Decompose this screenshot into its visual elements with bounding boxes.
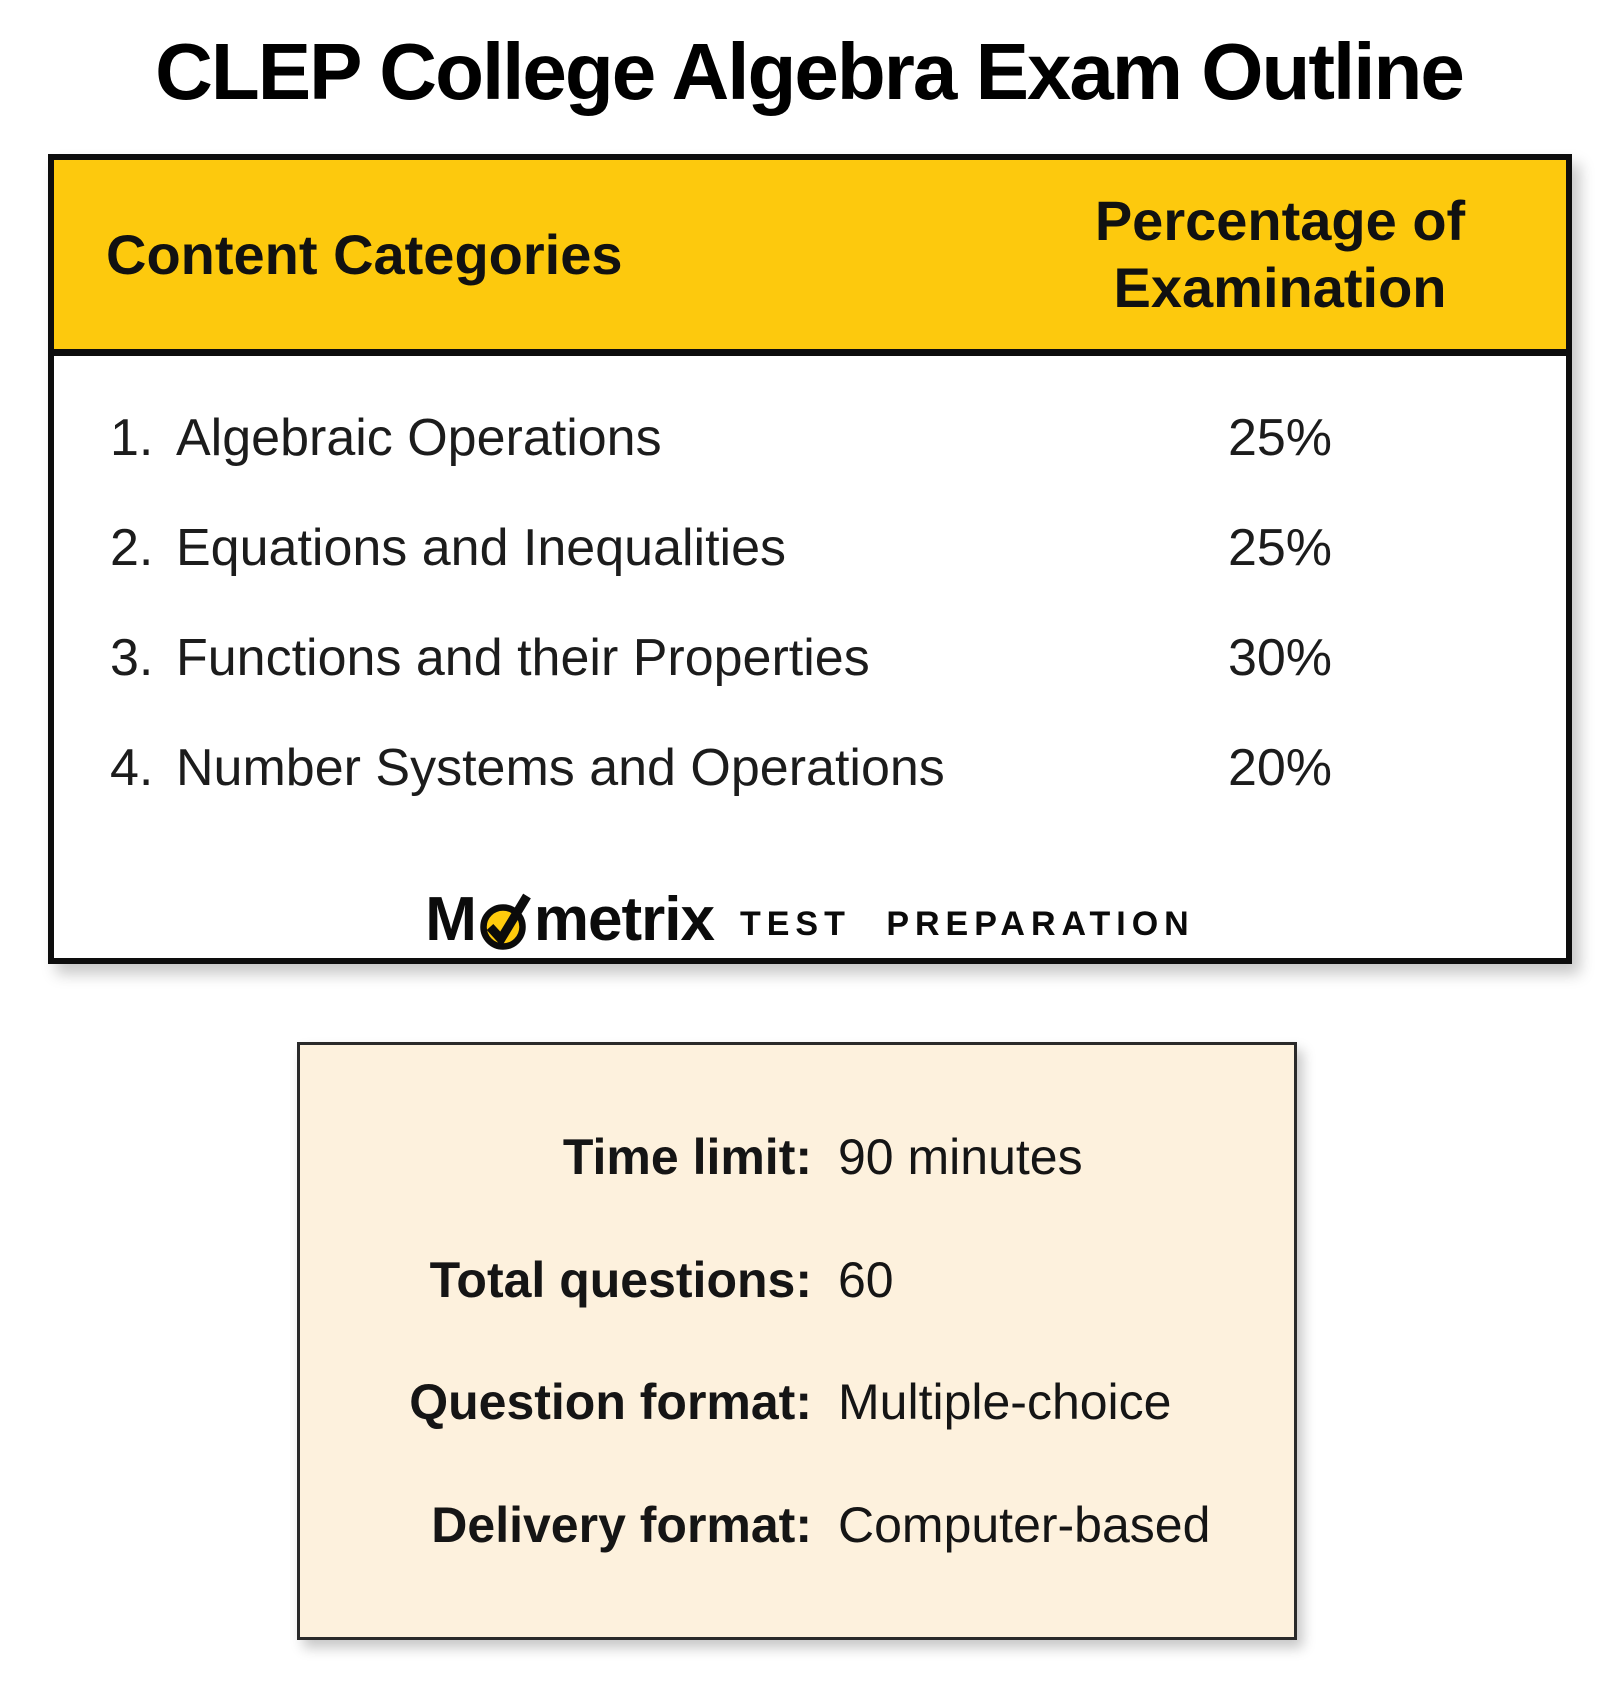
- category-cell: [54, 518, 994, 578]
- table-row: [54, 628, 1566, 688]
- category-cell: [54, 738, 994, 798]
- table-row: [54, 408, 1566, 468]
- table-header: [54, 160, 1566, 356]
- exam-info-box: [297, 1042, 1297, 1640]
- row-number: 4.: [110, 739, 154, 797]
- logo-letter-m: M: [425, 885, 476, 954]
- mometrix-check-icon: [477, 886, 533, 954]
- logo-text-metrix: metrix: [533, 885, 714, 954]
- category-cell: [54, 408, 994, 468]
- info-label: Time limit:: [562, 1128, 812, 1185]
- category-label: Algebraic Operations: [176, 409, 662, 467]
- percentage-cell: 25%: [1227, 409, 1333, 467]
- row-number: 1.: [110, 409, 154, 467]
- info-value: Computer-based: [838, 1497, 1211, 1554]
- table-body: [54, 356, 1566, 958]
- header-percentage-line2: Examination: [1113, 255, 1447, 319]
- info-value: Multiple-choice: [838, 1374, 1172, 1431]
- header-percentage-line1: Percentage of: [1094, 189, 1466, 253]
- exam-outline-table: [48, 154, 1572, 964]
- info-row-delivery-format: [300, 1496, 1294, 1554]
- percentage-cell: 25%: [1227, 519, 1333, 577]
- row-number: 2.: [110, 519, 154, 577]
- table-row: [54, 738, 1566, 798]
- info-label: Question format:: [409, 1374, 812, 1431]
- table-row: [54, 518, 1566, 578]
- info-value: 90 minutes: [838, 1128, 1083, 1185]
- mometrix-logo: [54, 884, 1566, 955]
- category-cell: [54, 628, 994, 688]
- page-title: CLEP College Algebra Exam Outline: [155, 27, 1463, 116]
- header-content-categories: Content Categories: [106, 223, 623, 286]
- row-number: 3.: [110, 629, 154, 687]
- category-label: Number Systems and Operations: [176, 739, 945, 797]
- info-row-time-limit: [300, 1128, 1294, 1186]
- mometrix-wordmark: [425, 884, 714, 955]
- category-label: Functions and their Properties: [176, 629, 870, 687]
- info-label: Delivery format:: [431, 1497, 812, 1554]
- info-row-question-format: [300, 1373, 1294, 1431]
- header-percentage-of-examination: [994, 160, 1566, 349]
- percentage-cell: 20%: [1227, 739, 1333, 797]
- category-label: Equations and Inequalities: [176, 519, 787, 577]
- info-value: 60: [838, 1251, 894, 1308]
- info-label: Total questions:: [429, 1251, 812, 1308]
- percentage-cell: 30%: [1227, 629, 1333, 687]
- info-row-total-questions: [300, 1251, 1294, 1309]
- logo-tagline: TEST PREPARATION: [739, 905, 1195, 943]
